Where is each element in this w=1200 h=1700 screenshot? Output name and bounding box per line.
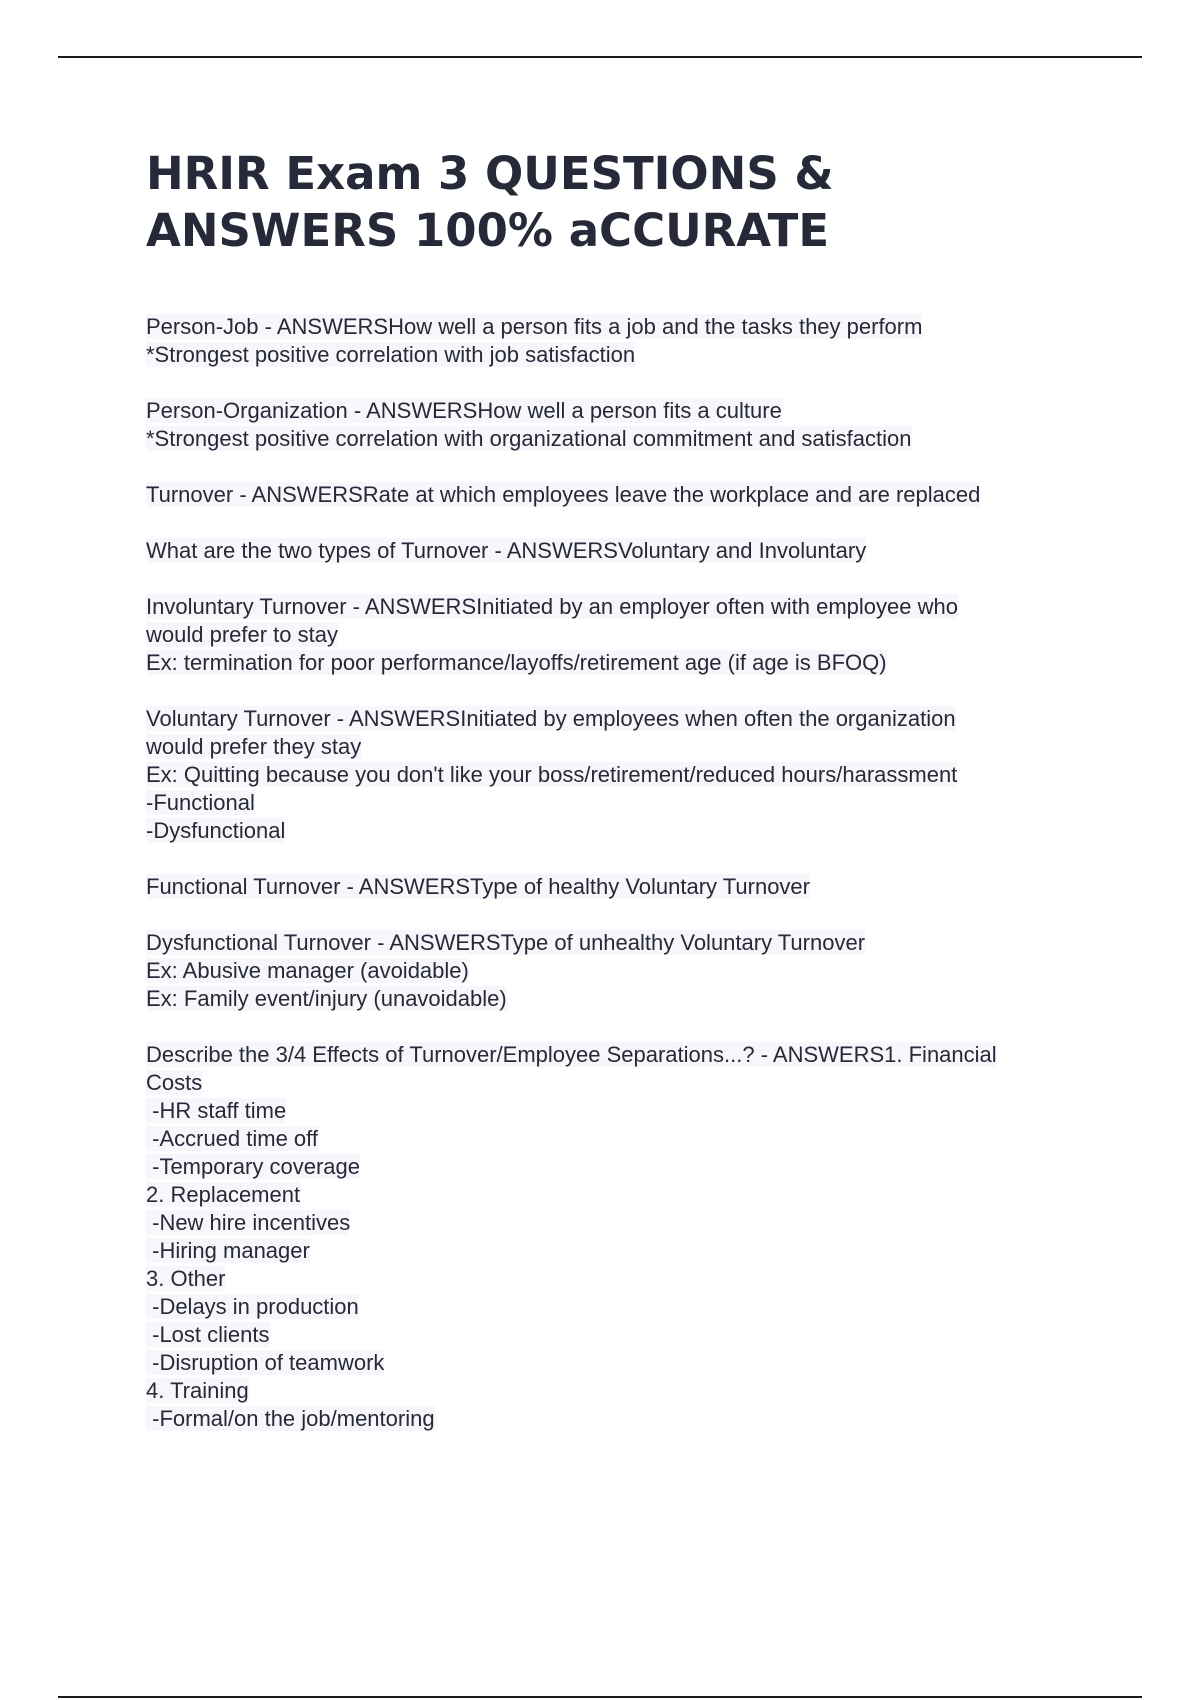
qa-entry — [146, 593, 1096, 677]
qa-line-text: -Hiring manager — [146, 1238, 310, 1263]
qa-line-text: -HR staff time — [146, 1098, 287, 1123]
qa-entry — [146, 873, 1096, 901]
qa-line — [146, 929, 1096, 957]
qa-line — [146, 733, 1096, 761]
qa-line — [146, 1321, 1096, 1349]
document-title — [146, 145, 1106, 259]
qa-line — [146, 1125, 1096, 1153]
qa-line-text: 2. Replacement — [146, 1182, 301, 1207]
qa-line — [146, 761, 1096, 789]
qa-line-text: *Strongest positive correlation with organizational commitment and satisfaction — [146, 426, 912, 451]
qa-line — [146, 1181, 1096, 1209]
qa-line — [146, 1265, 1096, 1293]
qa-line — [146, 1293, 1096, 1321]
qa-line-text: Voluntary Turnover - ANSWERSInitiated by employees when often the organization — [146, 706, 956, 731]
qa-line — [146, 1097, 1096, 1125]
qa-line — [146, 1349, 1096, 1377]
qa-line-text: Ex: termination for poor performance/layoffs/retirement age (if age is BFOQ) — [146, 650, 887, 675]
qa-line-text: 4. Training — [146, 1378, 249, 1403]
qa-line-text: -Temporary coverage — [146, 1154, 360, 1179]
qa-line — [146, 397, 1096, 425]
qa-line-text: would prefer to stay — [146, 622, 338, 647]
qa-line — [146, 789, 1096, 817]
qa-line-text: -Lost clients — [146, 1322, 270, 1347]
qa-line-text: Functional Turnover - ANSWERSType of healthy Voluntary Turnover — [146, 874, 810, 899]
qa-line-text: -New hire incentives — [146, 1210, 351, 1235]
qa-line — [146, 1069, 1096, 1097]
qa-line — [146, 1237, 1096, 1265]
qa-line-text: Costs — [146, 1070, 203, 1095]
qa-line-text: Ex: Abusive manager (avoidable) — [146, 958, 469, 983]
qa-entry — [146, 397, 1096, 453]
qa-line-text: Person-Job - ANSWERSHow well a person fits a job and the tasks they perform — [146, 314, 923, 339]
qa-line — [146, 985, 1096, 1013]
qa-line-text: Ex: Family event/injury (unavoidable) — [146, 986, 507, 1011]
qa-line — [146, 425, 1096, 453]
qa-line — [146, 1153, 1096, 1181]
qa-line — [146, 621, 1096, 649]
qa-content — [146, 313, 1096, 1461]
qa-line-text: *Strongest positive correlation with job satisfaction — [146, 342, 636, 367]
qa-entry — [146, 481, 1096, 509]
qa-line-text: What are the two types of Turnover - ANSWERSVoluntary and Involuntary — [146, 538, 867, 563]
qa-entry — [146, 537, 1096, 565]
qa-line-text: Dysfunctional Turnover - ANSWERSType of unhealthy Voluntary Turnover — [146, 930, 866, 955]
qa-line — [146, 817, 1096, 845]
qa-entry — [146, 313, 1096, 369]
qa-line-text: Person-Organization - ANSWERSHow well a person fits a culture — [146, 398, 782, 423]
qa-line — [146, 313, 1096, 341]
qa-line-text: would prefer they stay — [146, 734, 362, 759]
qa-line — [146, 1405, 1096, 1433]
qa-line-text: Ex: Quitting because you don't like your boss/retirement/reduced hours/harassment — [146, 762, 958, 787]
qa-line-text: -Delays in production — [146, 1294, 359, 1319]
qa-line — [146, 1209, 1096, 1237]
qa-line — [146, 1377, 1096, 1405]
qa-line-text: -Disruption of teamwork — [146, 1350, 385, 1375]
title-line: ANSWERS 100% aCCURATE — [146, 204, 830, 257]
qa-line-text: -Accrued time off — [146, 1126, 318, 1151]
qa-line-text: -Functional — [146, 790, 255, 815]
qa-line-text: Turnover - ANSWERSRate at which employees leave the workplace and are replaced — [146, 482, 981, 507]
qa-entry — [146, 929, 1096, 1013]
qa-line — [146, 649, 1096, 677]
qa-line-text: Involuntary Turnover - ANSWERSInitiated by an employer often with employee who — [146, 594, 958, 619]
bottom-rule — [58, 1696, 1142, 1698]
top-rule — [58, 56, 1142, 58]
qa-line — [146, 1041, 1096, 1069]
qa-line — [146, 537, 1096, 565]
qa-line-text: -Formal/on the job/mentoring — [146, 1406, 435, 1431]
title-line: HRIR Exam 3 QUESTIONS & — [146, 147, 834, 200]
qa-entry — [146, 705, 1096, 845]
qa-line — [146, 593, 1096, 621]
qa-entry — [146, 1041, 1096, 1433]
qa-line — [146, 873, 1096, 901]
qa-line — [146, 957, 1096, 985]
qa-line — [146, 341, 1096, 369]
qa-line-text: -Dysfunctional — [146, 818, 286, 843]
qa-line — [146, 481, 1096, 509]
qa-line-text: Describe the 3/4 Effects of Turnover/Employee Separations...? - ANSWERS1. Financial — [146, 1042, 997, 1067]
qa-line — [146, 705, 1096, 733]
qa-line-text: 3. Other — [146, 1266, 226, 1291]
